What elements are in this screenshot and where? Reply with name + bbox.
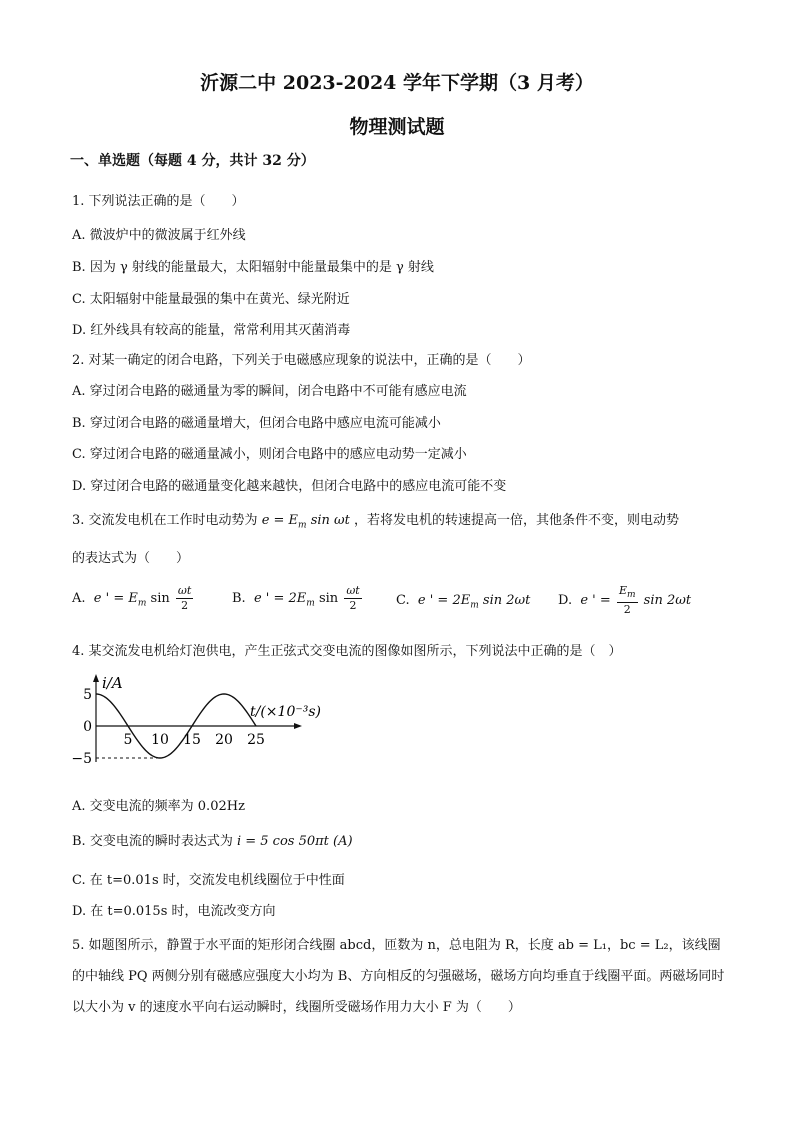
x-tick-label: 5	[123, 732, 133, 748]
q4-option-a: A. 交变电流的频率为 0.02Hz	[72, 799, 245, 814]
q2-stem: 2. 对某一确定的闭合电路，下列关于电磁感应现象的说法中，正确的是（ ）	[72, 353, 531, 368]
q4-option-c: C. 在 t=0.01s 时，交流发电机线圈位于中性面	[72, 873, 345, 888]
x-axis-label: t/(×10⁻³s)	[250, 704, 321, 720]
y-tick-label: 5	[83, 687, 92, 703]
x-axis-arrow	[294, 723, 302, 729]
y-tick-label: −5	[71, 751, 92, 767]
q3-option-a: A. e ' = $E_m$ sin $\frac{\omega t}{2}$	[72, 584, 192, 612]
x-tick-label: 20	[215, 732, 233, 748]
exam-title: 沂源二中 2023-2024 学年下学期（3 月考）	[200, 72, 594, 94]
q1-option-c: C. 太阳辐射中能量最强的集中在黄光、绿光附近	[72, 292, 350, 307]
current-time-graph	[71, 666, 376, 784]
section-heading: 一、单选题（每题 4 分，共计 32 分）	[70, 153, 315, 169]
q1-stem: 1. 下列说法正确的是（ ）	[72, 194, 245, 209]
q2-option-b: B. 穿过闭合电路的磁通量增大，但闭合电路中感应电流可能减小	[72, 416, 441, 431]
q3-stem	[72, 509, 679, 531]
q1-option-a: A. 微波炉中的微波属于红外线	[72, 228, 246, 243]
y-tick-label: 0	[83, 719, 92, 735]
q3-stem-line2: 的表达式为（ ）	[72, 551, 190, 566]
y-axis-label: i/A	[102, 674, 123, 692]
q4-option-d: D. 在 t=0.015s 时，电流改变方向	[72, 904, 276, 919]
q5-stem: 5. 如题图所示，静置于水平面的矩形闭合线圈 abcd，匝数为 n，总电阻为 R，长度 ab = L₁，bc = L₂，该线圈的中轴线 PQ 两侧分别有磁感应强度大小均为 B、方向相反的匀强磁场，磁场方向均垂直于线圈平面。两磁场同时以大小为 v 的速度水平向右运动瞬时，线圈所受磁场作用力大小 F 为（ ）	[72, 938, 725, 1015]
q3-stem-pre: 3. 交流发电机在工作时电动势为	[72, 513, 258, 528]
q3-option-b: B. e ' = $2E_m$ sin $\frac{\omega t}{2}$	[232, 584, 360, 612]
q3-formula: $e = E_m$ sin ωt	[261, 513, 350, 531]
x-tick-label: 15	[183, 732, 201, 748]
q1-option-d: D. 红外线具有较高的能量，常常利用其灭菌消毒	[72, 323, 351, 338]
q2-option-a: A. 穿过闭合电路的磁通量为零的瞬间，闭合电路中不可能有感应电流	[72, 384, 467, 399]
q2-option-d: D. 穿过闭合电路的磁通量变化越来越快，但闭合电路中的感应电流可能不变	[72, 479, 507, 494]
q3-stem-post: ，若将发电机的转速提高一倍，其他条件不变，则电动势	[354, 513, 680, 528]
x-tick-label: 10	[151, 732, 169, 748]
q4-option-b: B. 交变电流的瞬时表达式为 i = 5 cos 50πt (A)	[72, 834, 353, 849]
q2-option-c: C. 穿过闭合电路的磁通量减小，则闭合电路中的感应电动势一定减小	[72, 447, 467, 462]
q1-option-b: B. 因为 γ 射线的能量最大，太阳辐射中能量最集中的是 γ 射线	[72, 260, 434, 275]
q4-b-formula: i = 5 cos 50πt (A)	[236, 834, 353, 849]
graph-axes	[93, 674, 321, 762]
q4-stem: 4. 某交流发电机给灯泡供电，产生正弦式交变电流的图像如图所示，下列说法中正确的是（ ）	[72, 644, 622, 659]
q3-option-c: C. e ' = $2E_m$ sin 2ωt	[396, 593, 531, 611]
exam-subtitle: 物理测试题	[349, 116, 445, 138]
x-tick-label: 25	[247, 732, 265, 748]
q3-option-d: D. e ' = $\frac{E_m}{2}$ sin 2ωt	[558, 584, 692, 617]
y-axis-arrow	[93, 674, 99, 682]
